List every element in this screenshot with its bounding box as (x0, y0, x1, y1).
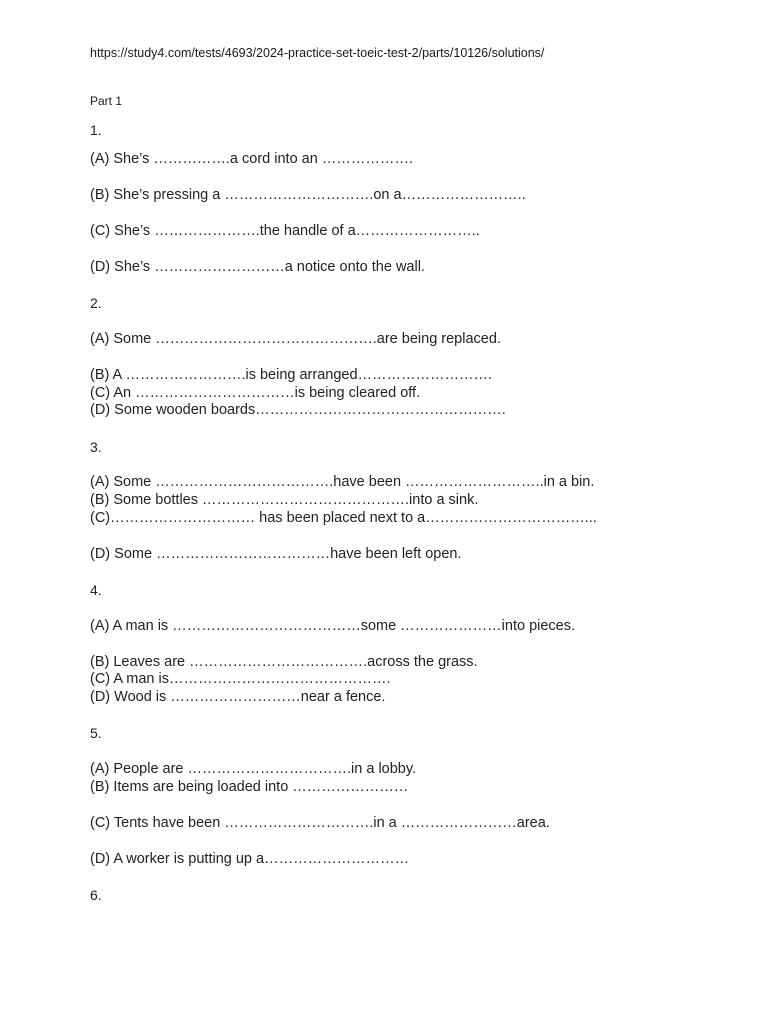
question-option: (A) Some ……………………………………….are being replaced. (90, 331, 501, 347)
question-option: (C) She’s ………………….the handle of a…………………….. (90, 223, 480, 239)
question-option: (B) She’s pressing a ………………………….on a…………………….. (90, 187, 526, 203)
question-number: 6. (90, 887, 102, 903)
question-option: (B) Leaves are ……………………………….across the grass. (90, 654, 478, 670)
question-option: (C) Tents have been ………………………….in a ……………………area. (90, 815, 550, 831)
question-option: (B) Some bottles …………………………………….into a sink. (90, 492, 479, 508)
question-number: 1. (90, 122, 102, 138)
question-option: (A) She’s …………….a cord into an ………………. (90, 151, 413, 167)
part-heading: Part 1 (90, 94, 123, 108)
question-option: (B) Items are being loaded into …………………… (90, 779, 409, 795)
question-number: 5. (90, 725, 102, 741)
question-option: (D) A worker is putting up a………………………… (90, 851, 410, 867)
question-option: (C)………………………… has been placed next to a……………………………... (90, 510, 597, 526)
question-option: (D) She’s ………………………a notice onto the wall. (90, 259, 425, 275)
question-option: (A) A man is …………………………………some …………………into pieces. (90, 618, 576, 634)
question-number: 3. (90, 439, 102, 455)
question-option: (A) People are …………………………….in a lobby. (90, 761, 417, 777)
question-option: (A) Some ……………………………….have been ………………………..in a bin. (90, 474, 595, 490)
question-number: 4. (90, 582, 102, 598)
question-number: 2. (90, 295, 102, 311)
question-option: (D) Wood is ………………………near a fence. (90, 689, 386, 705)
question-option: (D) Some ………………………………have been left open. (90, 546, 462, 562)
question-option: (D) Some wooden boards……………………………………………. (90, 402, 506, 418)
question-option: (C) A man is………………………………………. (90, 671, 391, 687)
question-option: (B) A …………………….is being arranged………………………. (90, 367, 493, 383)
question-option: (C) An ……………………………is being cleared off. (90, 385, 421, 401)
source-url: https://study4.com/tests/4693/2024-practice-set-toeic-test-2/parts/10126/solutions/ (90, 46, 545, 60)
